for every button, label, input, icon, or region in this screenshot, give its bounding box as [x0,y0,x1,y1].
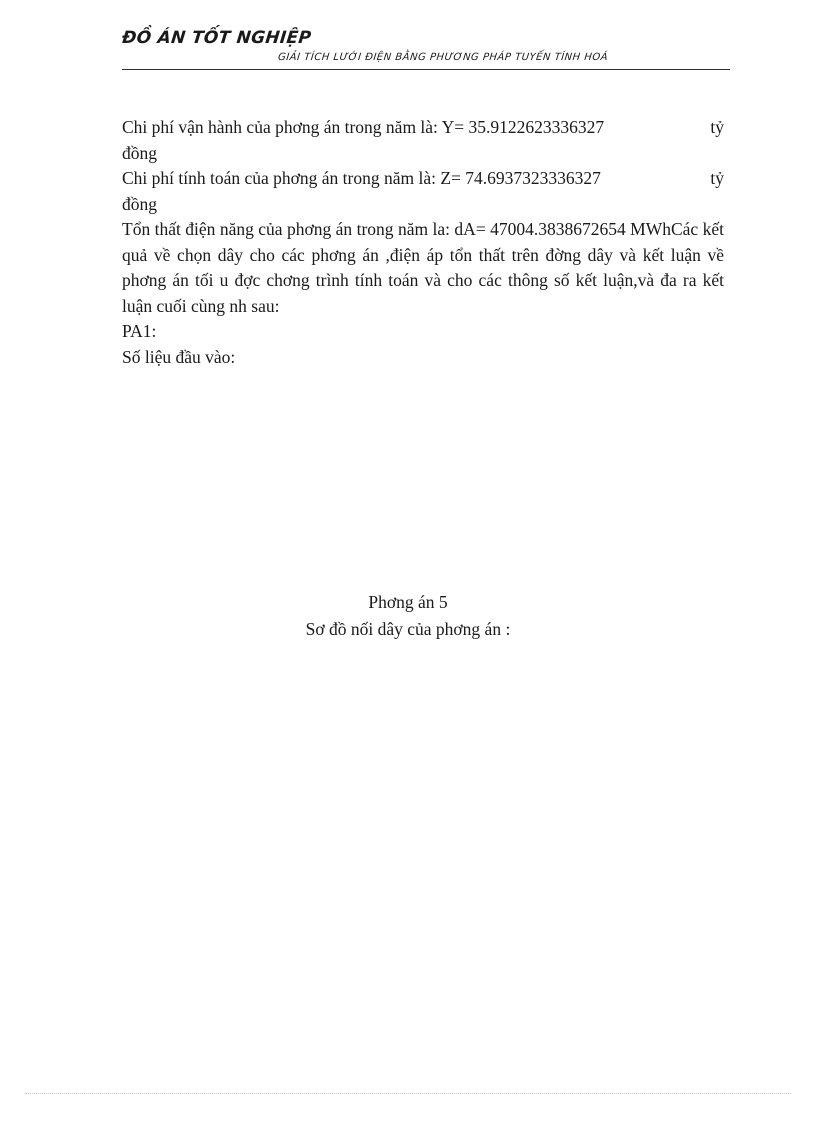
calculated-cost-unit: tỷ [710,168,724,188]
calculated-cost-text: Chi phí tính toán của phơng án trong năm là: Z= 74.6937323336327 [122,168,601,188]
input-data-label [122,345,724,371]
energy-loss-paragraph: Tổn thất điện năng của phơng án trong năm la: dA= 47004.3838672654 MWhCác kết quả về chọn dây cho các phơng án ,điện áp tổn thất trên đờng dây và kết luận về phơng án tối u đợc chơng trình tính toán và cho các thông số kết luận,và đa ra kết luận cuối cùng nh sau: [122,219,724,316]
calculated-cost-unit-cont [122,192,724,218]
header-subtitle: GIẢI TÍCH LƯỚI ĐIỆN BẰNG PHƯƠNG PHÁP TUYẾN TÍNH HOÁ [277,52,609,63]
diagram-label: Sơ đồ nối dây của phơng án : [305,619,511,639]
calculated-cost-unit-word: đồng [122,193,157,214]
operating-cost-text: Chi phí vận hành của phơng án trong năm là: Y= 35.9122623336327 [122,117,605,137]
calculated-cost-line [122,166,724,192]
operating-cost-unit-cont [122,141,724,167]
pa-label [122,319,724,345]
footer-divider [25,1093,791,1094]
operating-cost-line [122,115,724,141]
operating-cost-unit: tỷ [710,117,724,137]
header-title: ĐỒ ÁN TỐT NGHIỆP [120,28,313,48]
input-data-label-text: Số liệu đầu vào: [122,346,236,367]
header-divider [122,69,730,70]
pa-label-text: PA1: [122,321,157,341]
operating-cost-unit-word: đồng [122,142,157,163]
section-title: Phơng án 5 [368,592,448,612]
body-text [122,115,724,370]
